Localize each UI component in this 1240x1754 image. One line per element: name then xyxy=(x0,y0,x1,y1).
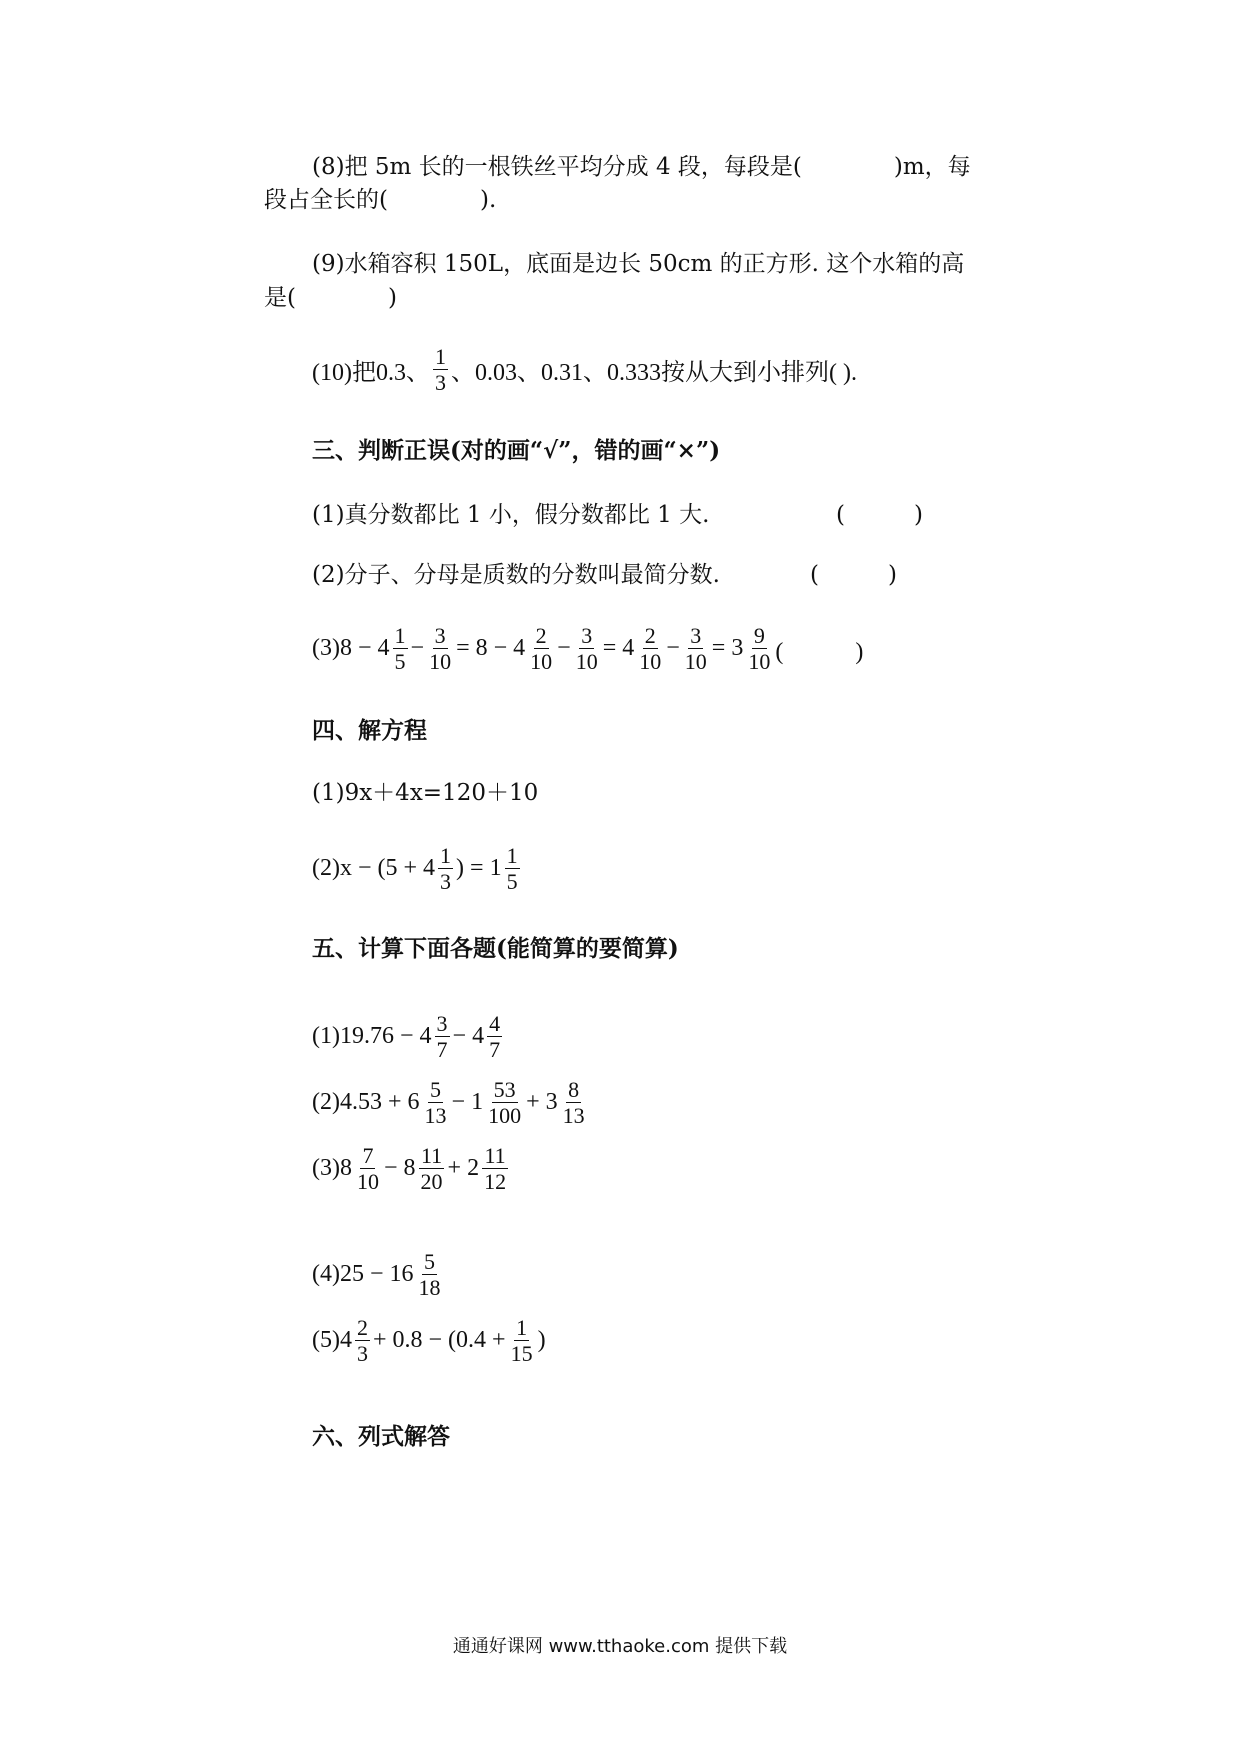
frac-den: 15 xyxy=(510,1341,533,1367)
s3-q3-fraction xyxy=(746,624,772,673)
frac-num: 2 xyxy=(356,1315,368,1340)
s3-q3-fraction xyxy=(528,624,554,673)
s3-q3-fraction xyxy=(574,624,600,673)
s5-term: (2)4.53 + 6 xyxy=(312,1089,420,1116)
frac-num: 2 xyxy=(644,623,656,648)
s4-eq2 xyxy=(312,844,523,893)
s5-term: (3)8 xyxy=(312,1155,352,1182)
s3-q3-term: = 4 xyxy=(602,635,635,662)
s5-fraction xyxy=(355,1144,381,1193)
s5-term: (4)25 − 16 xyxy=(312,1261,414,1288)
s5-fraction xyxy=(423,1078,449,1127)
s5-fraction xyxy=(417,1250,443,1299)
s3-q2-text: (2)分子、分母是质数的分数叫最简分数. xyxy=(312,562,720,588)
s5-term: − 4 xyxy=(452,1023,485,1050)
frac-num: 2 xyxy=(535,623,547,648)
s3-q1-answer-paren: ( ) xyxy=(836,502,923,528)
frac-num: 3 xyxy=(436,1011,448,1036)
frac-den: 3 xyxy=(440,869,452,895)
frac-den: 20 xyxy=(420,1169,443,1195)
frac-num: 1 xyxy=(394,623,406,648)
frac-den: 10 xyxy=(639,649,662,675)
s5-fraction xyxy=(486,1078,523,1127)
s4-eq2-term: (2)x − (5 + 4 xyxy=(312,855,436,882)
s5-term: (1)19.76 − 4 xyxy=(312,1023,432,1050)
frac-den: 10 xyxy=(748,649,771,675)
frac-num: 1 xyxy=(506,843,518,868)
s3-q3-term: − xyxy=(557,635,571,662)
s3-q3-term: = 3 xyxy=(711,635,744,662)
s4-eq2-fraction xyxy=(505,844,520,893)
q9-line2: 是( ) xyxy=(264,285,397,311)
s5-fraction xyxy=(487,1012,502,1061)
s3-q3-fraction xyxy=(683,624,709,673)
frac-den: 5 xyxy=(506,869,518,895)
frac-num: 53 xyxy=(493,1077,516,1102)
s3-q1-text: (1)真分数都比 1 小，假分数都比 1 大. xyxy=(312,502,710,528)
s5-term: + 3 xyxy=(526,1089,558,1116)
s5-term: + 2 xyxy=(447,1155,480,1182)
frac-num: 5 xyxy=(424,1249,436,1274)
s5-term: ) xyxy=(537,1327,546,1354)
s5-fraction xyxy=(509,1316,535,1365)
s5-problem-3 xyxy=(312,1144,511,1193)
s5-problem-4 xyxy=(312,1250,446,1299)
s5-problem-2 xyxy=(312,1078,590,1127)
s5-fraction xyxy=(419,1144,445,1193)
s3-q3-fraction xyxy=(427,624,453,673)
frac-den: 7 xyxy=(489,1037,501,1063)
frac-den: 12 xyxy=(484,1169,507,1195)
s5-fraction xyxy=(561,1078,587,1127)
section4-heading: 四、解方程 xyxy=(312,717,427,744)
section3-heading: 三、判断正误(对的画“√”，错的画“×”) xyxy=(312,437,721,464)
s3-q3-fraction xyxy=(637,624,663,673)
s3-q3-term: (3)8 − 4 xyxy=(312,635,390,662)
s3-q3-term: − xyxy=(666,635,680,662)
frac-num: 3 xyxy=(690,623,702,648)
s5-term: (5)4 xyxy=(312,1327,352,1354)
q10-prefix: (10)把0.3、 xyxy=(312,360,430,387)
frac-num: 5 xyxy=(430,1077,442,1102)
frac-den: 18 xyxy=(418,1275,441,1301)
q8-line1: (8)把 5m 长的一根铁丝平均分成 4 段，每段是( )m，每 xyxy=(312,154,971,180)
frac-den: 10 xyxy=(575,649,598,675)
s3-q3-term: − xyxy=(410,635,425,662)
frac-den: 100 xyxy=(488,1103,522,1129)
frac-den: 10 xyxy=(684,649,707,675)
frac-den: 5 xyxy=(394,649,406,675)
s4-eq1: (1)9x＋4x=120＋10 xyxy=(312,780,539,806)
section5-heading: 五、计算下面各题(能简算的要简算) xyxy=(312,935,679,962)
s4-eq2-fraction xyxy=(438,844,453,893)
s5-fraction xyxy=(355,1316,370,1365)
q10 xyxy=(312,345,857,394)
frac-num: 4 xyxy=(489,1011,501,1036)
q10-fraction xyxy=(433,345,448,394)
s3-q2-answer-paren: ( ) xyxy=(810,562,897,588)
s5-term: − 8 xyxy=(383,1155,416,1182)
s4-eq2-term: ) = 1 xyxy=(456,855,502,882)
q10-fraction-den: 3 xyxy=(434,370,446,396)
s5-problem-5 xyxy=(312,1316,546,1365)
frac-num: 1 xyxy=(440,843,452,868)
frac-num: 11 xyxy=(484,1143,506,1168)
frac-num: 7 xyxy=(362,1143,374,1168)
s5-term: + 0.8 − (0.4 + xyxy=(372,1327,506,1354)
frac-den: 10 xyxy=(530,649,553,675)
frac-num: 9 xyxy=(753,623,765,648)
s5-fraction xyxy=(482,1144,508,1193)
frac-den: 13 xyxy=(424,1103,447,1129)
s5-fraction xyxy=(435,1012,450,1061)
q10-suffix: 、0.03、0.31、0.333按从大到小排列( ). xyxy=(450,360,857,387)
s3-q3-fraction xyxy=(393,624,408,673)
page-footer: 通通好课网 www.tthaoke.com 提供下载 xyxy=(452,1636,788,1657)
q8-line2: 段占全长的( ). xyxy=(264,187,497,213)
q10-fraction-num: 1 xyxy=(434,344,446,369)
s3-q3-term: = 8 − 4 xyxy=(456,635,526,662)
section6-heading: 六、列式解答 xyxy=(312,1423,450,1450)
s5-term: − 1 xyxy=(451,1089,484,1116)
frac-num: 1 xyxy=(516,1315,528,1340)
q9-line1: (9)水箱容积 150L，底面是边长 50cm 的正方形. 这个水箱的高 xyxy=(312,251,965,277)
frac-num: 8 xyxy=(568,1077,580,1102)
s3-q3-answer-paren: ( ) xyxy=(775,639,864,666)
frac-num: 3 xyxy=(434,623,446,648)
frac-den: 7 xyxy=(436,1037,448,1063)
frac-num: 3 xyxy=(581,623,593,648)
s5-problem-1 xyxy=(312,1012,505,1061)
frac-den: 3 xyxy=(356,1341,368,1367)
frac-den: 13 xyxy=(562,1103,585,1129)
frac-den: 10 xyxy=(429,649,452,675)
frac-num: 11 xyxy=(420,1143,443,1168)
s3-q3-expression xyxy=(312,624,863,673)
frac-den: 10 xyxy=(356,1169,379,1195)
